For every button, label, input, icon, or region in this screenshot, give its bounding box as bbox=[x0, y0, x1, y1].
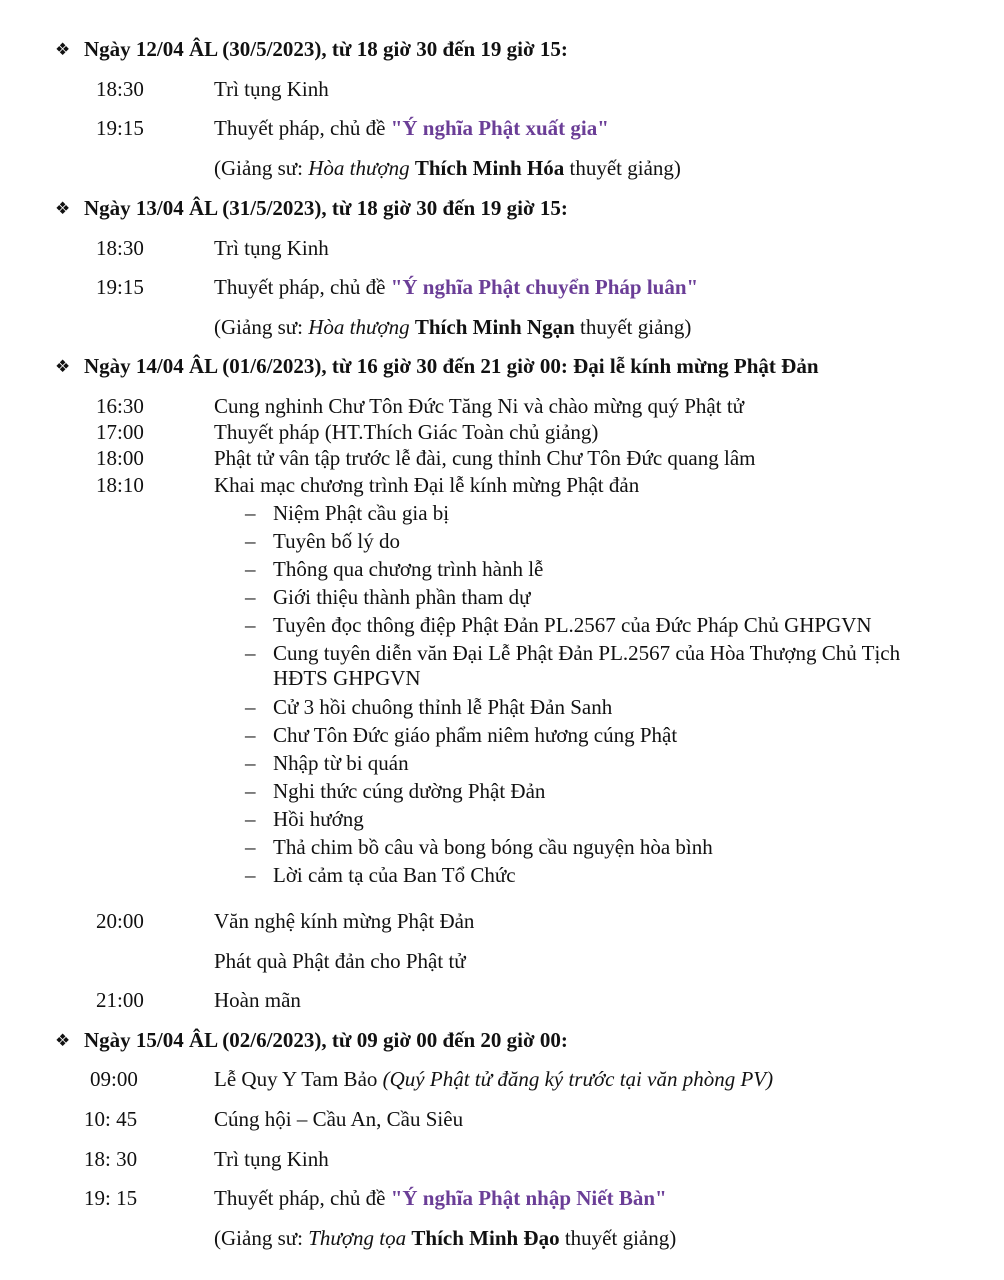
dash-marker: – bbox=[245, 529, 256, 553]
day4-item-1-text: Lễ Quy Y Tam Bảo bbox=[214, 1067, 383, 1091]
dash-marker: – bbox=[245, 779, 256, 803]
day1-speaker bbox=[214, 158, 681, 179]
day2-time-1: 18:30 bbox=[96, 236, 144, 260]
day4-item-4 bbox=[214, 1188, 667, 1209]
sub-item: Lời cảm tạ của Ban Tổ Chức bbox=[273, 863, 516, 887]
day4-item-4-prefix: Thuyết pháp, chủ đề bbox=[214, 1186, 391, 1210]
dash-marker: – bbox=[245, 613, 256, 637]
day3-item-2: Thuyết pháp (HT.Thích Giác Toàn chủ giảng) bbox=[214, 420, 599, 444]
day2-item-2 bbox=[214, 277, 698, 298]
speaker-rank: Hòa thượng bbox=[308, 156, 410, 180]
day4-time-3: 18: 30 bbox=[84, 1147, 138, 1171]
sub-item: Cử 3 hồi chuông thỉnh lễ Phật Đản Sanh bbox=[273, 695, 613, 719]
day1-time-2: 19:15 bbox=[96, 116, 144, 140]
day1-topic-title: "Ý nghĩa Phật xuất gia" bbox=[390, 116, 609, 140]
dash-marker: – bbox=[245, 723, 256, 747]
dash-marker: – bbox=[245, 835, 256, 859]
sub-item: Thả chim bồ câu và bong bóng cầu nguyện hòa bình bbox=[273, 835, 713, 859]
day4-item-3: Trì tụng Kinh bbox=[214, 1147, 329, 1171]
day4-item-2: Cúng hội – Cầu An, Cầu Siêu bbox=[214, 1107, 464, 1131]
dash-marker: – bbox=[245, 557, 256, 581]
sub-item: Nghi thức cúng dường Phật Đản bbox=[273, 779, 546, 803]
speaker-name: Thích Minh Đạo bbox=[411, 1226, 560, 1250]
speaker-name: Thích Minh Hóa bbox=[414, 156, 565, 180]
speaker-open: (Giảng sư: bbox=[214, 1226, 309, 1250]
day1-item-2-prefix: Thuyết pháp, chủ đề bbox=[214, 116, 391, 140]
dash-marker: – bbox=[245, 501, 256, 525]
day2-item-1: Trì tụng Kinh bbox=[214, 236, 329, 260]
sub-item: Tuyên đọc thông điệp Phật Đản PL.2567 của Đức Pháp Chủ GHPGVN bbox=[273, 613, 872, 637]
day3-item-6: Phát quà Phật đản cho Phật tử bbox=[214, 949, 466, 973]
day4-time-2: 10: 45 bbox=[84, 1107, 138, 1131]
day4-topic-title: "Ý nghĩa Phật nhập Niết Bàn" bbox=[390, 1186, 667, 1210]
day4-speaker bbox=[214, 1228, 676, 1249]
bullet-icon: ❖ bbox=[55, 199, 71, 218]
bullet-icon: ❖ bbox=[55, 357, 71, 376]
day4-time-4: 19: 15 bbox=[84, 1186, 138, 1210]
day3-item-3: Phật tử vân tập trước lễ đài, cung thỉnh Chư Tôn Đức quang lâm bbox=[214, 446, 756, 470]
bullet-icon: ❖ bbox=[55, 1031, 71, 1050]
day3-item-7: Hoàn mãn bbox=[214, 988, 301, 1012]
sub-item: Niệm Phật cầu gia bị bbox=[273, 501, 450, 525]
day2-topic-title: "Ý nghĩa Phật chuyển Pháp luân" bbox=[390, 275, 699, 299]
day4-heading: Ngày 15/04 ÂL (02/6/2023), từ 09 giờ 00 đến 20 giờ 00: bbox=[84, 1028, 568, 1052]
day3-time-1: 16:30 bbox=[96, 394, 144, 418]
speaker-name: Thích Minh Ngạn bbox=[414, 315, 575, 339]
day2-speaker bbox=[214, 317, 691, 338]
day2-time-2: 19:15 bbox=[96, 275, 144, 299]
day1-item-2 bbox=[214, 118, 609, 139]
dash-marker: – bbox=[245, 751, 256, 775]
day2-item-2-prefix: Thuyết pháp, chủ đề bbox=[214, 275, 391, 299]
bullet-icon: ❖ bbox=[55, 40, 71, 59]
day3-item-1: Cung nghinh Chư Tôn Đức Tăng Ni và chào mừng quý Phật tử bbox=[214, 394, 745, 418]
day3-time-4: 18:10 bbox=[96, 473, 144, 497]
day3-heading: Ngày 14/04 ÂL (01/6/2023), từ 16 giờ 30 đến 21 giờ 00: Đại lễ kính mừng Phật Đản bbox=[84, 354, 819, 378]
day4-item-1-note: (Quý Phật tử đăng ký trước tại văn phòng PV) bbox=[382, 1067, 774, 1091]
sub-item: Cung tuyên diễn văn Đại Lễ Phật Đản PL.2567 của Hòa Thượng Chủ Tịch bbox=[273, 641, 901, 665]
speaker-open: (Giảng sư: bbox=[214, 156, 309, 180]
dash-marker: – bbox=[245, 695, 256, 719]
sub-item: Giới thiệu thành phần tham dự bbox=[273, 585, 531, 609]
dash-marker: – bbox=[245, 807, 256, 831]
speaker-rank: Thượng tọa bbox=[308, 1226, 407, 1250]
day2-heading: Ngày 13/04 ÂL (31/5/2023), từ 18 giờ 30 đến 19 giờ 15: bbox=[84, 196, 568, 220]
day3-item-4: Khai mạc chương trình Đại lễ kính mừng Phật đản bbox=[214, 473, 640, 497]
dash-marker: – bbox=[245, 641, 256, 665]
day1-item-1: Trì tụng Kinh bbox=[214, 77, 329, 101]
sub-item: Tuyên bố lý do bbox=[273, 529, 400, 553]
day3-item-5: Văn nghệ kính mừng Phật Đản bbox=[214, 909, 475, 933]
day1-time-1: 18:30 bbox=[96, 77, 144, 101]
sub-item: Nhập từ bi quán bbox=[273, 751, 409, 775]
sub-item: Hồi hướng bbox=[273, 807, 364, 831]
day4-time-1: 09:00 bbox=[90, 1067, 138, 1091]
sub-item: Thông qua chương trình hành lễ bbox=[273, 557, 544, 581]
day3-time-5: 20:00 bbox=[96, 909, 144, 933]
dash-marker: – bbox=[245, 585, 256, 609]
sub-item: Chư Tôn Đức giáo phẩm niêm hương cúng Phật bbox=[273, 723, 678, 747]
speaker-close: thuyết giảng) bbox=[564, 156, 681, 180]
day1-heading: Ngày 12/04 ÂL (30/5/2023), từ 18 giờ 30 đến 19 giờ 15: bbox=[84, 37, 568, 61]
day3-time-2: 17:00 bbox=[96, 420, 144, 444]
sub-item-continuation: HĐTS GHPGVN bbox=[273, 666, 421, 690]
dash-marker: – bbox=[245, 863, 256, 887]
speaker-close: thuyết giảng) bbox=[574, 315, 692, 339]
day3-time-3: 18:00 bbox=[96, 446, 144, 470]
day3-time-7: 21:00 bbox=[96, 988, 144, 1012]
speaker-open: (Giảng sư: bbox=[214, 315, 309, 339]
speaker-rank: Hòa thượng bbox=[308, 315, 410, 339]
speaker-close: thuyết giảng) bbox=[559, 1226, 677, 1250]
day4-item-1 bbox=[214, 1069, 773, 1090]
